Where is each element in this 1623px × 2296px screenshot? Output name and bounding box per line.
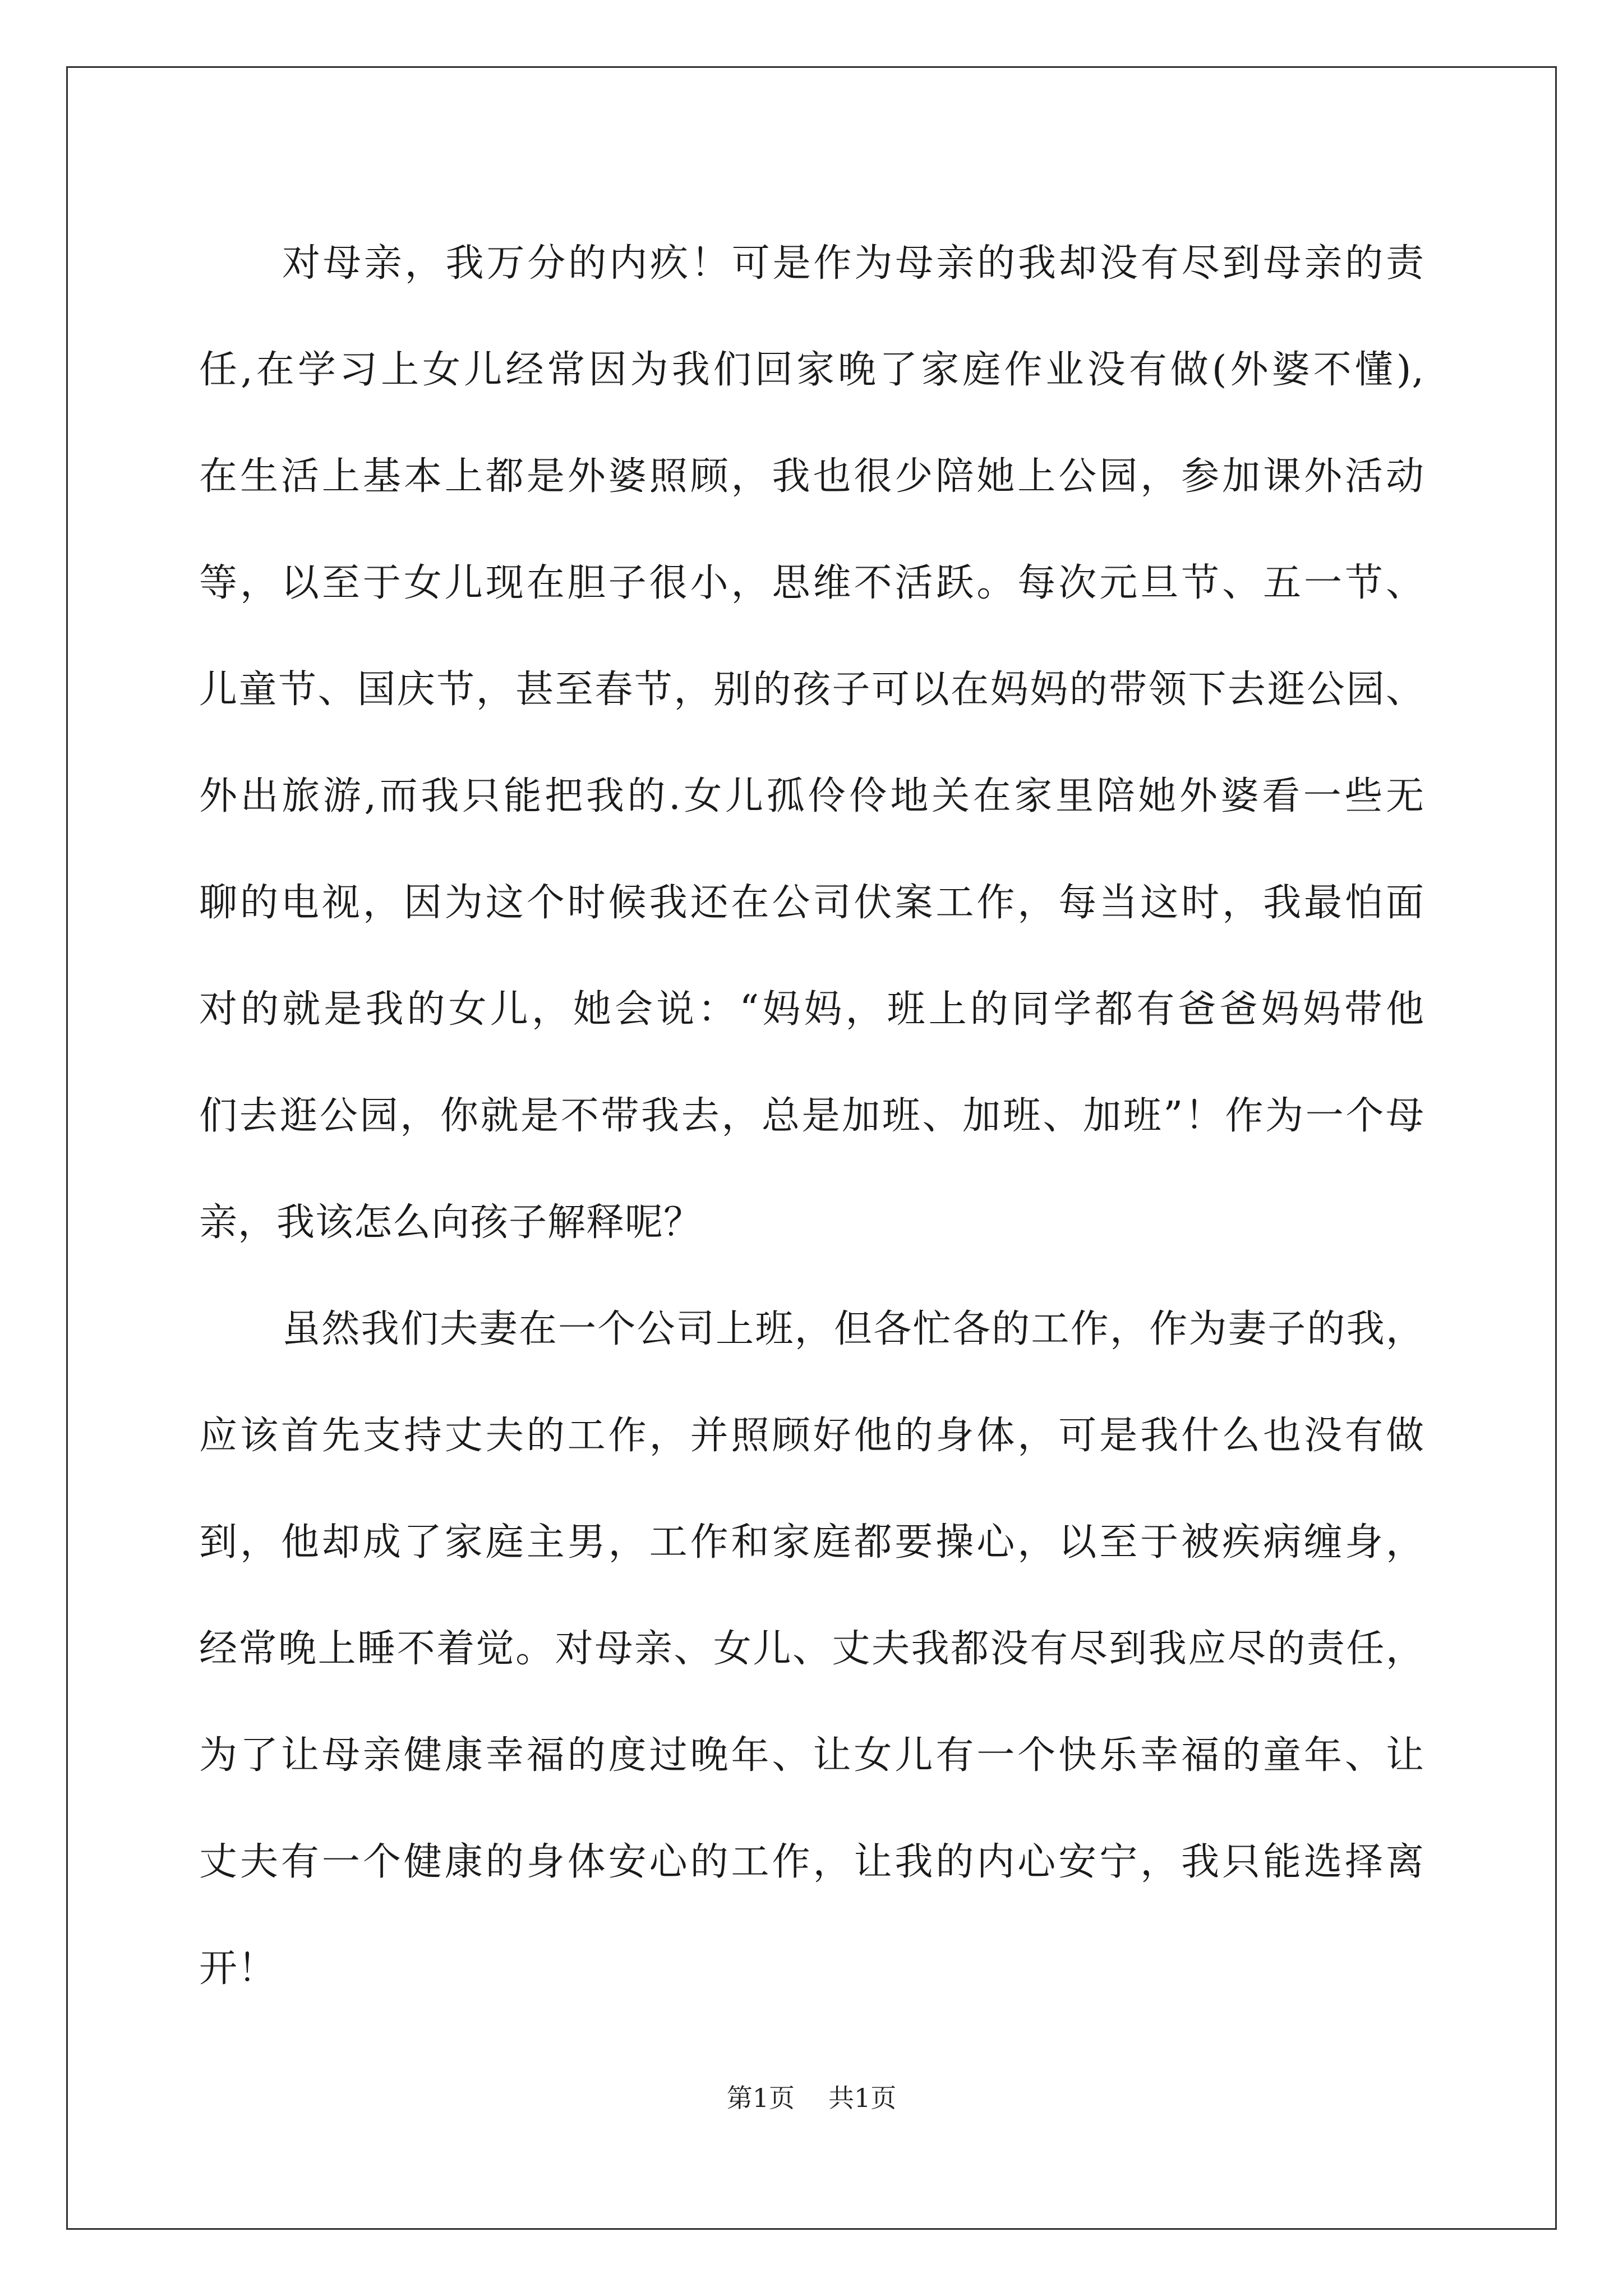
paragraph-line: 们去逛公园，你就是不带我去，总是加班、加班、加班”！作为一个母 [199,1094,1424,1138]
paragraph-line: 等，以至于女儿现在胆子很小，思维不活跃。每次元旦节、五一节、 [199,561,1424,605]
paragraph-line: 儿童节、国庆节，甚至春节，别的孩子可以在妈妈的带领下去逛公园、 [199,668,1424,712]
paragraph-line: 丈夫有一个健康的身体安心的工作，让我的内心安宁，我只能选择离 [199,1840,1424,1884]
document-body [199,210,1424,2022]
paragraph-line: 开！ [199,1947,277,1991]
paragraph-line: 应该首先支持丈夫的工作，并照顾好他的身体，可是我什么也没有做 [199,1414,1424,1458]
paragraph-line: 聊的电视，因为这个时候我还在公司伏案工作，每当这时，我最怕面 [199,881,1424,925]
paragraph-1 [199,210,1424,1276]
paragraph-line: 在生活上基本上都是外婆照顾，我也很少陪她上公园，参加课外活动 [199,454,1424,499]
page-footer [0,2081,1623,2115]
page-number-current: 第1页 [726,2083,795,2113]
paragraph-line: 对母亲，我万分的内疚！可是作为母亲的我却没有尽到母亲的责 [282,241,1424,286]
paragraph-line: 虽然我们夫妻在一个公司上班，但各忙各的工作，作为妻子的我， [282,1307,1424,1351]
paragraph-line: 对的就是我的女儿，她会说：“妈妈，班上的同学都有爸爸妈妈带他 [199,987,1424,1032]
paragraph-line: 经常晚上睡不着觉。对母亲、女儿、丈夫我都没有尽到我应尽的责任， [199,1627,1424,1671]
paragraph-line: 亲，我该怎么向孩子解释呢？ [199,1200,703,1245]
page-number-total: 共1页 [828,2083,897,2113]
paragraph-line: 到，他却成了家庭主男，工作和家庭都要操心，以至于被疾病缠身， [199,1520,1424,1565]
paragraph-2 [199,1276,1424,2022]
paragraph-line: 为了让母亲健康幸福的度过晚年、让女儿有一个快乐幸福的童年、让 [199,1733,1424,1778]
paragraph-line: 外出旅游,而我只能把我的.女儿孤伶伶地关在家里陪她外婆看一些无 [199,774,1424,818]
paragraph-line: 任,在学习上女儿经常因为我们回家晚了家庭作业没有做(外婆不懂), [199,348,1424,392]
